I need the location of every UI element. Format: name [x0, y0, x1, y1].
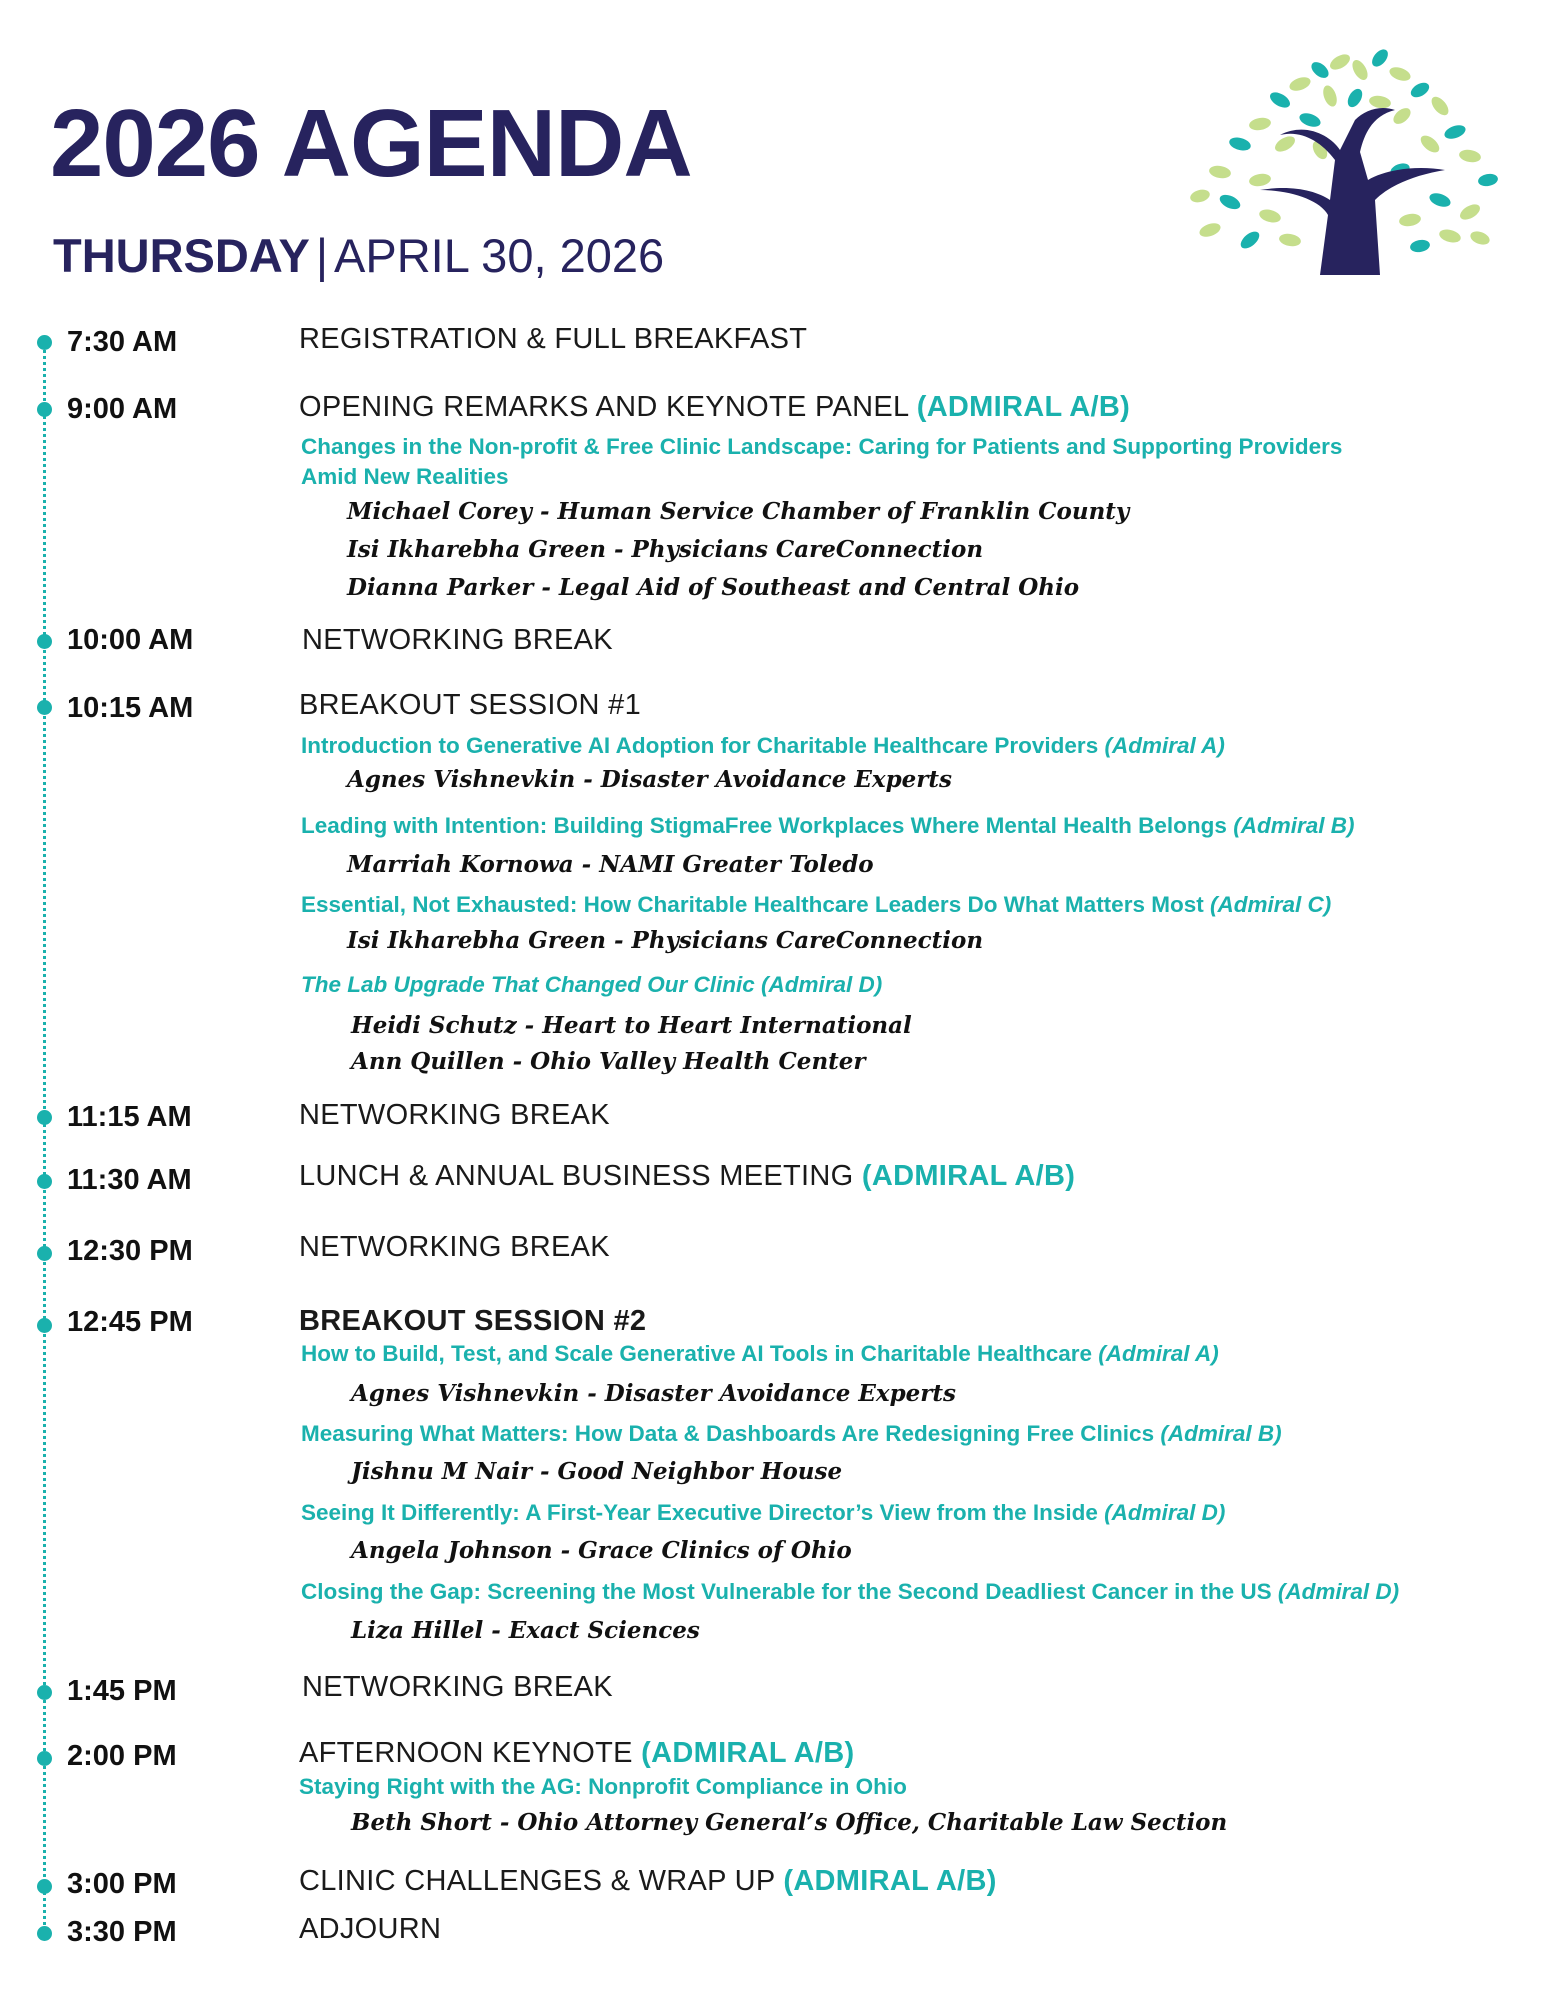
time-label: 3:30 PM [67, 1916, 177, 1948]
time-label: 1:45 PM [67, 1675, 177, 1707]
session-topic [301, 1502, 1225, 1525]
room-label: (Admiral D) [1104, 1500, 1226, 1525]
speaker: Agnes Vishnevkin - Disaster Avoidance Experts [347, 766, 952, 793]
event-title: ADJOURN [299, 1913, 442, 1945]
timeline-dot [37, 634, 52, 649]
session-topic: Changes in the Non-profit & Free Clinic Landscape: Caring for Patients and Supporting Providers [301, 434, 1343, 459]
room-label: (ADMIRAL A/B) [641, 1737, 855, 1769]
speaker: Isi Ikharebha Green - Physicians CareConnection [347, 927, 984, 954]
room-label: (Admiral B) [1233, 813, 1355, 838]
time-label: 10:00 AM [67, 624, 194, 656]
speaker: Angela Johnson - Grace Clinics of Ohio [351, 1537, 852, 1564]
timeline-dot [37, 335, 52, 350]
timeline-dot [37, 1246, 52, 1261]
speaker: Michael Corey - Human Service Chamber of Franklin County [347, 498, 1130, 525]
room-label: (Admiral D) [1277, 1579, 1400, 1604]
page-title: 2026 AGENDA [50, 90, 692, 197]
speaker: Liza Hillel - Exact Sciences [351, 1617, 700, 1644]
timeline-dot [37, 1926, 52, 1941]
event-name: CLINIC CHALLENGES & WRAP UP [299, 1865, 775, 1897]
event-title: NETWORKING BREAK [302, 624, 613, 656]
separator: | [315, 229, 329, 282]
topic-text: Introduction to Generative AI Adoption for Charitable Healthcare Providers [301, 733, 1099, 758]
speaker: Agnes Vishnevkin - Disaster Avoidance Experts [351, 1380, 956, 1407]
speaker: Ann Quillen - Ohio Valley Health Center [351, 1048, 866, 1075]
room-label: (Admiral A) [1098, 1341, 1219, 1366]
event-title [299, 393, 1130, 422]
date-label: APRIL 30, 2026 [334, 229, 665, 282]
room-label: (Admiral A) [1104, 733, 1225, 758]
event-title: NETWORKING BREAK [302, 1671, 613, 1703]
room-label: (Admiral C) [1209, 892, 1332, 917]
topic-text: Essential, Not Exhausted: How Charitable Healthcare Leaders Do What Matters Most [301, 892, 1204, 917]
event-title [299, 1867, 997, 1896]
time-label: 2:00 PM [67, 1740, 177, 1772]
day-label: THURSDAY [53, 229, 310, 282]
session-topic: The Lab Upgrade That Changed Our Clinic (Admiral D) [301, 972, 883, 997]
topic-text: Leading with Intention: Building StigmaFree Workplaces Where Mental Health Belongs [301, 813, 1227, 838]
event-title: BREAKOUT SESSION #1 [299, 689, 642, 721]
date-line [53, 229, 665, 282]
event-title: BREAKOUT SESSION #2 [299, 1305, 647, 1337]
time-label: 11:30 AM [67, 1164, 192, 1196]
time-label: 9:00 AM [67, 393, 178, 425]
timeline-dot [37, 1110, 52, 1125]
speaker: Marriah Kornowa - NAMI Greater Toledo [347, 851, 874, 878]
room-label: (ADMIRAL A/B) [861, 1160, 1076, 1192]
event-title: NETWORKING BREAK [299, 1231, 610, 1263]
timeline-dot [37, 1685, 52, 1700]
time-label: 3:00 PM [67, 1868, 177, 1900]
time-label: 7:30 AM [67, 326, 178, 358]
topic-text: Measuring What Matters: How Data & Dashboards Are Redesigning Free Clinics [301, 1421, 1155, 1446]
timeline-dot [37, 1174, 52, 1189]
topic-text: Closing the Gap: Screening the Most Vulnerable for the Second Deadliest Cancer in the US [301, 1579, 1272, 1604]
speaker: Isi Ikharebha Green - Physicians CareConnection [347, 536, 984, 563]
session-topic [301, 815, 1354, 838]
event-title [299, 1739, 855, 1768]
session-topic [301, 1423, 1282, 1446]
timeline-dot [37, 1751, 52, 1766]
room-label: (ADMIRAL A/B) [783, 1865, 997, 1897]
session-topic [301, 894, 1331, 917]
event-title: REGISTRATION & FULL BREAKFAST [299, 323, 808, 355]
event-name: OPENING REMARKS AND KEYNOTE PANEL [299, 391, 909, 423]
session-topic [301, 1343, 1219, 1366]
session-topic [301, 1581, 1399, 1604]
speaker: Heidi Schutz - Heart to Heart International [351, 1012, 912, 1039]
event-title: NETWORKING BREAK [299, 1099, 610, 1131]
time-label: 11:15 AM [67, 1101, 192, 1133]
room-label: (ADMIRAL A/B) [916, 391, 1131, 423]
tree-icon [1170, 40, 1510, 280]
time-label: 12:30 PM [67, 1235, 193, 1267]
speaker: Dianna Parker - Legal Aid of Southeast and Central Ohio [347, 574, 1080, 601]
topic-text: Seeing It Differently: A First-Year Executive Director’s View from the Inside [301, 1500, 1098, 1525]
speaker: Jishnu M Nair - Good Neighbor House [351, 1458, 843, 1485]
room-label: (Admiral B) [1160, 1421, 1282, 1446]
time-label: 10:15 AM [67, 692, 194, 724]
timeline-dot [37, 1318, 52, 1333]
timeline-dot [37, 1879, 52, 1894]
session-topic [301, 735, 1225, 758]
topic-text: How to Build, Test, and Scale Generative AI Tools in Charitable Healthcare [301, 1341, 1093, 1366]
session-topic: Amid New Realities [301, 464, 509, 489]
event-name: AFTERNOON KEYNOTE [299, 1737, 633, 1769]
session-topic: Staying Right with the AG: Nonprofit Compliance in Ohio [299, 1774, 907, 1799]
time-label: 12:45 PM [67, 1306, 193, 1338]
timeline-dot [37, 700, 52, 715]
event-title [299, 1162, 1075, 1191]
event-name: LUNCH & ANNUAL BUSINESS MEETING [299, 1160, 854, 1192]
timeline-dot [37, 402, 52, 417]
speaker: Beth Short - Ohio Attorney General’s Office, Charitable Law Section [351, 1809, 1228, 1836]
